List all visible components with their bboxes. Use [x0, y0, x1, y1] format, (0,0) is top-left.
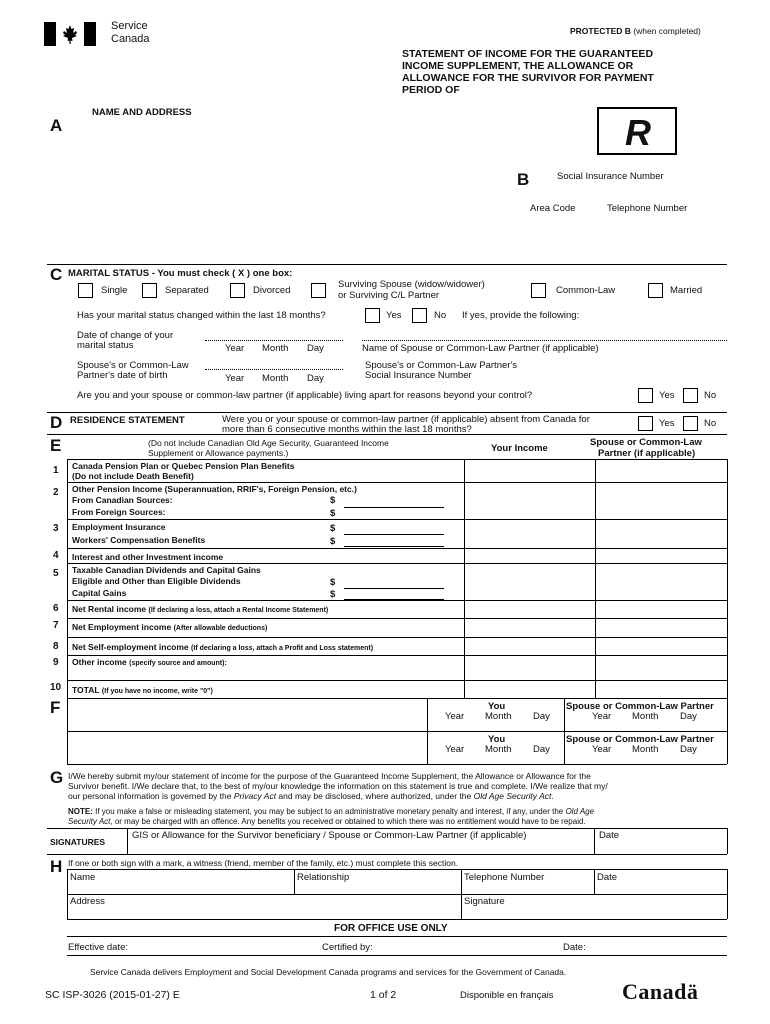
row-num-6: 6 [53, 603, 59, 614]
sig-label: GIS or Allowance for the Survivor beneficiary / Spouse or Common-Law Partner (if applicable) [132, 830, 527, 841]
witness-signature-field[interactable] [462, 907, 727, 919]
office-use-title: FOR OFFICE USE ONLY [334, 923, 448, 934]
absent-yes-checkbox[interactable] [638, 416, 653, 431]
spouse-dob-field[interactable] [205, 369, 343, 370]
workers-comp-input[interactable] [344, 533, 444, 547]
note-line-1 [68, 807, 594, 816]
f2-spouse-year: Year [592, 744, 612, 755]
residence-title: RESIDENCE STATEMENT [70, 415, 185, 426]
surviving-label-1: Surviving Spouse (widow/widower) [338, 279, 485, 290]
f1-spouse-day: Day [680, 711, 697, 722]
office-top-line [67, 936, 727, 937]
witness-intro: If one or both sign with a mark, a witness (friend, member of the family, etc.) must complete this section. [68, 858, 459, 868]
date-change-field[interactable] [205, 340, 343, 341]
row5-line3: Capital Gains [72, 588, 127, 598]
row1-line1: Canada Pension Plan or Quebec Pension Plan Benefits [72, 461, 295, 471]
row8-note: (If declaring a loss, attach a Profit and Loss statement) [191, 645, 374, 652]
section-c-letter: C [50, 265, 63, 284]
marital-title: MARITAL STATUS - You must check ( X ) one box: [68, 268, 293, 279]
r-box [597, 107, 677, 155]
protected-note: (when completed) [633, 26, 701, 36]
if-yes-label: If yes, provide the following: [462, 310, 580, 321]
row9-main: Other income [72, 657, 127, 667]
apart-no-checkbox[interactable] [683, 388, 698, 403]
form-title-2: INCOME SUPPLEMENT, THE ALLOWANCE OR [402, 60, 634, 72]
form-title-1: STATEMENT OF INCOME FOR THE GUARANTEED [402, 48, 654, 60]
section-b-letter: B [517, 170, 530, 189]
f2-description-field[interactable] [68, 732, 427, 764]
sig-date-label: Date [599, 830, 620, 841]
canada-flag-logo [44, 22, 96, 46]
decl3-a: our personal information is governed by the [68, 791, 234, 801]
protected-label [570, 26, 701, 36]
row-num-5: 5 [53, 568, 59, 579]
spouse-dob-month: Month [262, 373, 289, 384]
divider-c [47, 264, 727, 265]
apart-yes-checkbox[interactable] [638, 388, 653, 403]
telephone-field[interactable] [530, 216, 725, 230]
witness-address-field[interactable] [68, 907, 461, 919]
signature-field[interactable] [128, 841, 594, 854]
witness-address-label: Address [70, 896, 105, 907]
absent-no-checkbox[interactable] [683, 416, 698, 431]
h-mid-line [67, 894, 727, 895]
row10-text [72, 685, 213, 695]
effective-date-label: Effective date: [68, 942, 129, 953]
f1-spouse-month: Month [632, 711, 659, 722]
name-address-label: NAME AND ADDRESS [92, 107, 192, 118]
income-note-1: (Do not include Canadian Old Age Security, Guaranteed Income [148, 438, 389, 448]
section-d-letter: D [50, 413, 63, 432]
row3-dollar-2: $ [330, 536, 336, 547]
apart-no-label: No [704, 390, 717, 401]
witness-name-field[interactable] [68, 882, 294, 894]
h-bottom-line [67, 919, 727, 920]
sin-label: Social Insurance Number [557, 171, 664, 182]
row6-main: Net Rental income [72, 604, 147, 614]
spouse-dob-label-1: Spouse's or Common-Law [77, 360, 189, 371]
row6-note: (If declaring a loss, attach a Rental Income Statement) [148, 607, 329, 614]
foreign-sources-input[interactable] [344, 506, 444, 520]
page-number: 1 of 2 [370, 989, 397, 1001]
row7-note: (After allowable deductions) [173, 625, 268, 632]
canada-wordmark [622, 979, 698, 1005]
signature-date-field[interactable] [595, 841, 727, 854]
row6-text [72, 604, 328, 614]
spouse-dob-year: Year [225, 373, 245, 384]
row7-main: Net Employment income [72, 622, 172, 632]
apart-yes-label: Yes [659, 390, 675, 401]
row10-note: (If you have no income, write "0") [101, 688, 213, 695]
date-change-year: Year [225, 343, 245, 354]
protected-b: PROTECTED B [570, 26, 631, 36]
f2-spouse-month: Month [632, 744, 659, 755]
apart-question: Are you and your spouse or common-law partner (if applicable) living apart for reasons beyond your control? [77, 390, 533, 401]
income-note-2: Supplement or Allowance payments.) [148, 448, 289, 458]
f2-you: You [488, 734, 506, 745]
divorced-label: Divorced [253, 285, 291, 296]
row2-line1: Other Pension Income (Superannuation, RRIF's, Foreign Pension, etc.) [72, 484, 357, 494]
row5-line2: Eligible and Other than Eligible Dividends [72, 576, 241, 586]
declaration-line-2: Survivor benefit. I/We declare that, to the best of my/our knowledge the information on this statement is true and complete. I/We realize that my/ [68, 781, 608, 791]
certified-by-label: Certified by: [322, 942, 373, 953]
spouse-sin-field[interactable] [495, 360, 725, 380]
date-change-label-2: marital status [77, 340, 134, 351]
note-label: NOTE: [68, 807, 93, 816]
f1-month: Month [485, 711, 512, 722]
surviving-label-2: or Surviving C/L Partner [338, 290, 440, 301]
changed-yes-label: Yes [386, 310, 402, 321]
r-letter: R [625, 112, 651, 153]
f-right-border [727, 698, 728, 764]
separated-checkbox[interactable] [142, 283, 157, 298]
note-oas-1: Old Age [565, 807, 595, 816]
row10-main: TOTAL [72, 685, 100, 695]
row5-line1: Taxable Canadian Dividends and Capital Gains [72, 565, 261, 575]
married-label: Married [670, 285, 703, 296]
row-num-1: 1 [53, 465, 59, 476]
row2-line3: From Foreign Sources: [72, 507, 166, 517]
common-law-label: Common-Law [556, 285, 616, 296]
single-label: Single [101, 285, 128, 296]
sin-field[interactable] [557, 184, 727, 198]
oas-act: Old Age Security Act [473, 791, 552, 801]
row9-note: (specify source and amount): [129, 660, 227, 667]
spouse-income-header-1: Spouse or Common-Law [590, 437, 702, 448]
f1-spouse-head: Spouse or Common-Law Partner [566, 701, 714, 712]
note-oas-2: Security Act [68, 817, 111, 826]
office-date-label: Date: [563, 942, 586, 953]
f2-spouse-day: Day [680, 744, 697, 755]
witness-date-field[interactable] [595, 882, 727, 894]
witness-relationship-label: Relationship [297, 872, 350, 883]
row3-line2: Workers' Compensation Benefits [72, 535, 206, 545]
residence-question-2: more than 6 consecutive months within the last 18 months? [222, 424, 472, 435]
org-name-line1: Service [111, 20, 148, 32]
row7-text [72, 622, 267, 632]
your-income-header: Your Income [491, 443, 548, 454]
changed-yes-checkbox[interactable] [365, 308, 380, 323]
row1-line2: (Do not include Death Benefit) [72, 471, 194, 481]
witness-telephone-label: Telephone Number [464, 872, 545, 883]
spouse-dob-label-2: Partner's date of birth [77, 370, 168, 381]
h-right-border [727, 869, 728, 919]
f-bottom-line [67, 764, 727, 765]
decl3-c: and may be disclosed, where authorized, under the [276, 791, 474, 801]
spouse-income-cells[interactable] [596, 460, 727, 698]
row3-line1: Employment Insurance [72, 522, 166, 532]
decl3-e: . [551, 791, 554, 801]
telephone-label: Telephone Number [607, 203, 688, 214]
date-change-day: Day [307, 343, 324, 354]
row8-text [72, 642, 373, 652]
sig-top-line [47, 828, 727, 829]
section-a-letter: A [50, 116, 63, 135]
f2-year: Year [445, 744, 465, 755]
section-e-letter: E [50, 436, 62, 455]
married-checkbox[interactable] [648, 283, 663, 298]
spouse-sin-label-1: Spouse's or Common-Law Partner's [365, 360, 517, 371]
witness-date-label: Date [597, 872, 618, 883]
row4-line1: Interest and other Investment income [72, 552, 224, 562]
form-title-3: ALLOWANCE FOR THE SURVIVOR FOR PAYMENT [402, 72, 654, 84]
f1-description-field[interactable] [68, 699, 427, 731]
witness-telephone-field[interactable] [462, 882, 594, 894]
name-address-field[interactable] [90, 122, 390, 252]
status-changed-question: Has your marital status changed within the last 18 months? [77, 310, 326, 321]
row5-dollar-2: $ [330, 589, 336, 600]
office-bottom-line [67, 955, 727, 956]
f1-spouse-year: Year [592, 711, 612, 722]
date-change-label-1: Date of change of your [77, 330, 174, 341]
form-id: SC ISP-3026 (2015-01-27) E [45, 989, 180, 1001]
witness-signature-label: Signature [464, 896, 505, 907]
divider-d [47, 412, 727, 413]
witness-name-label: Name [70, 872, 96, 883]
table-left-border [67, 459, 68, 698]
spouse-sin-label-2: Social Insurance Number [365, 370, 472, 381]
f1-you: You [488, 701, 506, 712]
spouse-income-header-2: Partner (if applicable) [598, 448, 696, 459]
section-h-letter: H [50, 857, 63, 876]
privacy-act: Privacy Act [233, 791, 277, 801]
absent-no-label: No [704, 418, 717, 429]
row-num-8: 8 [53, 641, 59, 652]
common-law-checkbox[interactable] [531, 283, 546, 298]
f1-day: Day [533, 711, 550, 722]
note-text-1: If you make a false or misleading statement, you may be subject to an administrative monetary penalty and interest, if any, under the [92, 807, 566, 816]
spouse-name-field[interactable] [362, 340, 727, 341]
single-checkbox[interactable] [78, 283, 93, 298]
divorced-checkbox[interactable] [230, 283, 245, 298]
row2-line2: From Canadian Sources: [72, 495, 173, 505]
sig-bottom-line [47, 854, 727, 855]
f1-year: Year [445, 711, 465, 722]
residence-question-1: Were you or your spouse or common-law partner (if applicable) absent from Canada for [222, 414, 590, 425]
changed-no-label: No [434, 310, 447, 321]
divider-e [47, 434, 727, 435]
row-num-7: 7 [53, 620, 59, 631]
f2-day: Day [533, 744, 550, 755]
declaration-line-1: I/We hereby submit my/our statement of income for the purpose of the Guaranteed Income Supplement, the Allowance or Allowance for the [68, 771, 591, 781]
row-num-10: 10 [50, 682, 62, 693]
witness-relationship-field[interactable] [295, 882, 461, 894]
separated-label: Separated [165, 285, 209, 296]
org-name-line2: Canada [111, 33, 150, 45]
row5-dollar-1: $ [330, 577, 336, 588]
french-note: Disponible en français [460, 990, 554, 1001]
date-change-month: Month [262, 343, 289, 354]
section-g-letter: G [50, 768, 64, 787]
surviving-checkbox[interactable] [311, 283, 326, 298]
row-num-2: 2 [53, 487, 59, 498]
canada-wordmark-text: Canadä [622, 979, 699, 1004]
section-f-letter: F [50, 698, 61, 717]
absent-yes-label: Yes [659, 418, 675, 429]
spouse-name-label: Name of Spouse or Common-Law Partner (if applicable) [362, 343, 599, 354]
footer-statement: Service Canada delivers Employment and Social Development Canada programs and services for the Government of Canada. [90, 967, 567, 977]
note-line-2 [68, 817, 586, 826]
changed-no-checkbox[interactable] [412, 308, 427, 323]
row9-text [72, 657, 227, 667]
form-title-4: PERIOD OF [402, 84, 460, 96]
declaration-line-3 [68, 791, 554, 801]
row2-dollar-2: $ [330, 508, 336, 519]
note-text-2: , or may be charged with an offence. Any benefits you received or obtained to which there was no entitlement would have to be repaid. [110, 817, 586, 826]
f2-month: Month [485, 744, 512, 755]
area-code-label: Area Code [530, 203, 576, 214]
f2-spouse-head: Spouse or Common-Law Partner [566, 734, 714, 745]
table-right-border [727, 459, 728, 698]
row8-main: Net Self-employment income [72, 642, 189, 652]
row-num-3: 3 [53, 523, 59, 534]
row-num-9: 9 [53, 657, 59, 668]
h-top-line [67, 869, 727, 870]
capital-gains-input[interactable] [344, 586, 444, 600]
spouse-dob-day: Day [307, 373, 324, 384]
row3-dollar-1: $ [330, 523, 336, 534]
row-num-4: 4 [53, 550, 59, 561]
row2-dollar-1: $ [330, 495, 336, 506]
signatures-label: SIGNATURES [50, 837, 106, 847]
your-income-cells[interactable] [465, 460, 595, 698]
sig-right-border [727, 828, 728, 854]
